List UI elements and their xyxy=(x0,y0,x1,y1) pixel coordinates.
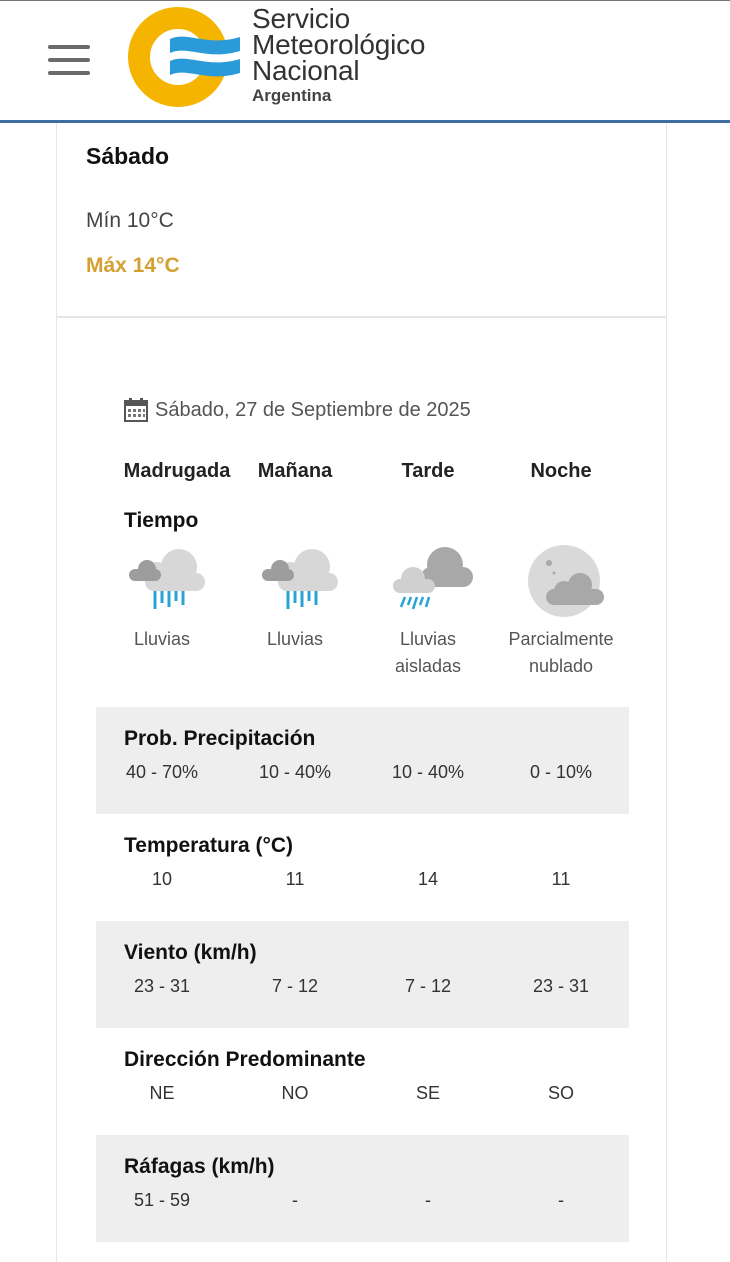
gusts-row xyxy=(96,1135,629,1242)
brand-name xyxy=(252,3,512,106)
brand-line-2: Meteorológico xyxy=(252,29,426,60)
smn-logo[interactable] xyxy=(126,5,246,109)
isolated-rain-cloud-icon xyxy=(391,543,475,621)
row-value: 10 - 40% xyxy=(258,762,332,782)
period-manana: Mañana xyxy=(257,460,333,482)
period-noche: Noche xyxy=(530,460,592,482)
weather-label-noche: Parcialmente nublado xyxy=(508,629,614,676)
row-value: 7 - 12 xyxy=(271,976,319,996)
forecast-date-text: Sábado, 27 de Septiembre de 2025 xyxy=(155,398,471,421)
row-title: Dirección Predominante xyxy=(124,1048,366,1071)
row-title: Ráfagas (km/h) xyxy=(124,1155,275,1178)
menu-icon[interactable] xyxy=(46,43,92,77)
tiempo-label: Tiempo xyxy=(124,509,199,532)
row-value: 23 - 31 xyxy=(133,976,191,996)
row-title: Viento (km/h) xyxy=(124,941,257,964)
precip-prob-row xyxy=(96,707,629,814)
weather-label-madrugada: Lluvias xyxy=(133,629,191,649)
brand-line-3: Nacional xyxy=(252,55,360,86)
calendar-icon xyxy=(123,397,149,423)
row-value: 0 - 10% xyxy=(529,762,593,782)
row-value: 11 xyxy=(285,869,305,889)
wind-row xyxy=(96,921,629,1028)
row-value: - xyxy=(425,1190,431,1210)
min-temperature: Mín 10°C xyxy=(86,209,174,232)
weather-label-tarde: Lluvias aisladas xyxy=(394,629,462,676)
day-title: Sábado xyxy=(86,143,170,169)
row-value: NE xyxy=(149,1083,175,1103)
row-value: 10 xyxy=(151,869,173,889)
brand-country: Argentina xyxy=(252,86,332,105)
period-tarde: Tarde xyxy=(401,460,455,482)
row-value: 40 - 70% xyxy=(125,762,199,782)
row-value: 14 xyxy=(417,869,439,889)
max-temperature: Máx 14°C xyxy=(86,254,180,277)
row-value: SE xyxy=(415,1083,440,1103)
row-value: - xyxy=(292,1190,298,1210)
row-value: 7 - 12 xyxy=(404,976,452,996)
row-value: - xyxy=(558,1190,564,1210)
day-summary xyxy=(57,123,666,318)
row-value: SO xyxy=(547,1083,574,1103)
weather-label-manana: Lluvias xyxy=(266,629,324,649)
row-title: Temperatura (°C) xyxy=(124,834,294,857)
temperature-row xyxy=(96,814,629,921)
rain-cloud-icon xyxy=(260,543,344,621)
row-value: 51 - 59 xyxy=(133,1190,191,1210)
forecast-date xyxy=(123,397,471,423)
row-title: Prob. Precipitación xyxy=(124,727,316,750)
row-value: NO xyxy=(281,1083,309,1103)
row-value: 10 - 40% xyxy=(391,762,465,782)
site-header xyxy=(0,0,730,123)
brand-line-1: Servicio xyxy=(252,3,350,34)
partly-cloudy-night-icon xyxy=(524,543,608,621)
rain-cloud-icon xyxy=(127,543,211,621)
period-madrugada: Madrugada xyxy=(123,460,231,482)
row-value: 23 - 31 xyxy=(532,976,590,996)
forecast-card xyxy=(56,123,667,1262)
row-value: 11 xyxy=(551,869,571,889)
wind-direction-row xyxy=(96,1028,629,1135)
